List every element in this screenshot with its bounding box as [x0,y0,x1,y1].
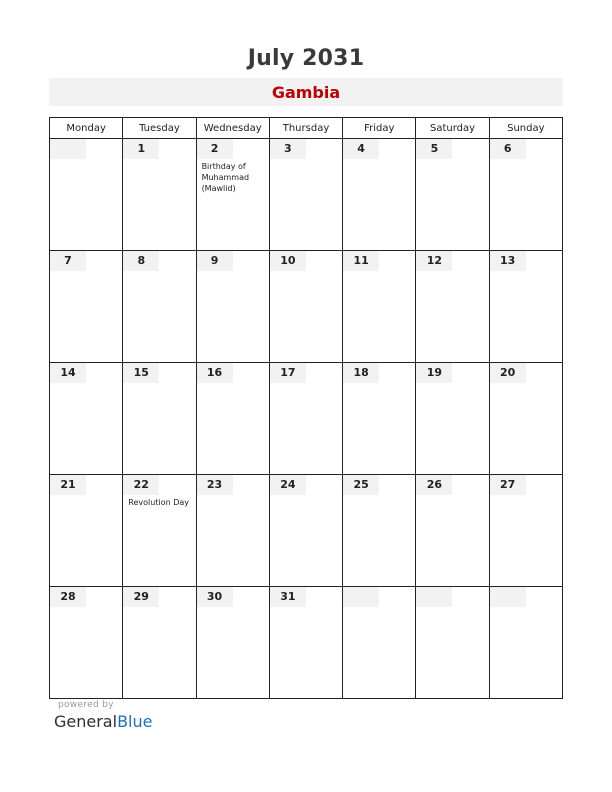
weekday-header: Saturday [416,118,489,139]
day-number: 20 [490,363,526,383]
country-banner [49,78,563,106]
day-cell [269,363,342,475]
day-cell [269,251,342,363]
day-cell [196,251,269,363]
calendar-grid [49,117,563,699]
day-cell [196,475,269,587]
day-cell [489,475,562,587]
day-number: 29 [123,587,159,607]
day-number: 14 [50,363,86,383]
day-cell [123,475,196,587]
calendar-week-row [50,587,563,699]
day-number: 22 [123,475,159,495]
day-cell [269,475,342,587]
day-number: 28 [50,587,86,607]
day-number: 31 [270,587,306,607]
holiday-label: Birthday of Muhammad (Mawlid) [201,162,250,193]
day-number: 17 [270,363,306,383]
day-cell [416,139,489,251]
day-cell [416,363,489,475]
day-cell [343,363,416,475]
day-cell [489,251,562,363]
day-number [416,587,452,607]
weekday-header: Tuesday [123,118,196,139]
day-cell [269,587,342,699]
day-cell [50,363,123,475]
day-cell [269,139,342,251]
day-number: 15 [123,363,159,383]
calendar-week-row [50,139,563,251]
day-number: 24 [270,475,306,495]
calendar-week-row [50,363,563,475]
country-name: Gambia [271,82,341,102]
holiday-label: Revolution Day [128,498,189,507]
day-cell [343,251,416,363]
day-cell [50,251,123,363]
day-number: 3 [270,139,306,159]
day-cell [196,363,269,475]
generalblue-logo[interactable] [54,712,152,731]
calendar-week-row [50,475,563,587]
day-cell [489,363,562,475]
day-number: 5 [416,139,452,159]
day-number: 11 [343,251,379,271]
day-cell [416,587,489,699]
brand-general-text: General [54,712,118,731]
day-number: 30 [197,587,233,607]
weekday-header: Thursday [269,118,342,139]
day-cell [196,587,269,699]
day-number: 2 [197,139,233,159]
day-cell [123,363,196,475]
day-cell [489,587,562,699]
day-number: 23 [197,475,233,495]
day-number: 27 [490,475,526,495]
day-cell [343,475,416,587]
day-cell [123,251,196,363]
day-number: 21 [50,475,86,495]
day-cell [123,587,196,699]
brand-blue-text: Blue [117,712,153,731]
day-number [490,587,526,607]
day-cell [489,139,562,251]
day-number: 6 [490,139,526,159]
day-number: 12 [416,251,452,271]
day-number: 4 [343,139,379,159]
day-cell [196,139,269,251]
day-number: 16 [197,363,233,383]
day-number: 18 [343,363,379,383]
day-number: 1 [123,139,159,159]
page-title: July 2031 [247,46,365,71]
day-number [343,587,379,607]
day-number: 13 [490,251,526,271]
day-number: 25 [343,475,379,495]
calendar-week-row [50,251,563,363]
weekday-header: Wednesday [196,118,269,139]
day-number: 9 [197,251,233,271]
day-cell [416,475,489,587]
weekday-header-row [50,118,563,139]
day-number: 7 [50,251,86,271]
day-cell [50,475,123,587]
day-number: 10 [270,251,306,271]
day-number: 19 [416,363,452,383]
powered-by-label: powered by [58,700,114,710]
weekday-header: Sunday [489,118,562,139]
day-number: 8 [123,251,159,271]
day-cell [50,139,123,251]
weekday-header: Monday [50,118,123,139]
day-number: 26 [416,475,452,495]
weekday-header: Friday [343,118,416,139]
day-cell [123,139,196,251]
day-number [50,139,86,159]
day-cell [343,139,416,251]
day-cell [50,587,123,699]
day-cell [416,251,489,363]
day-cell [343,587,416,699]
